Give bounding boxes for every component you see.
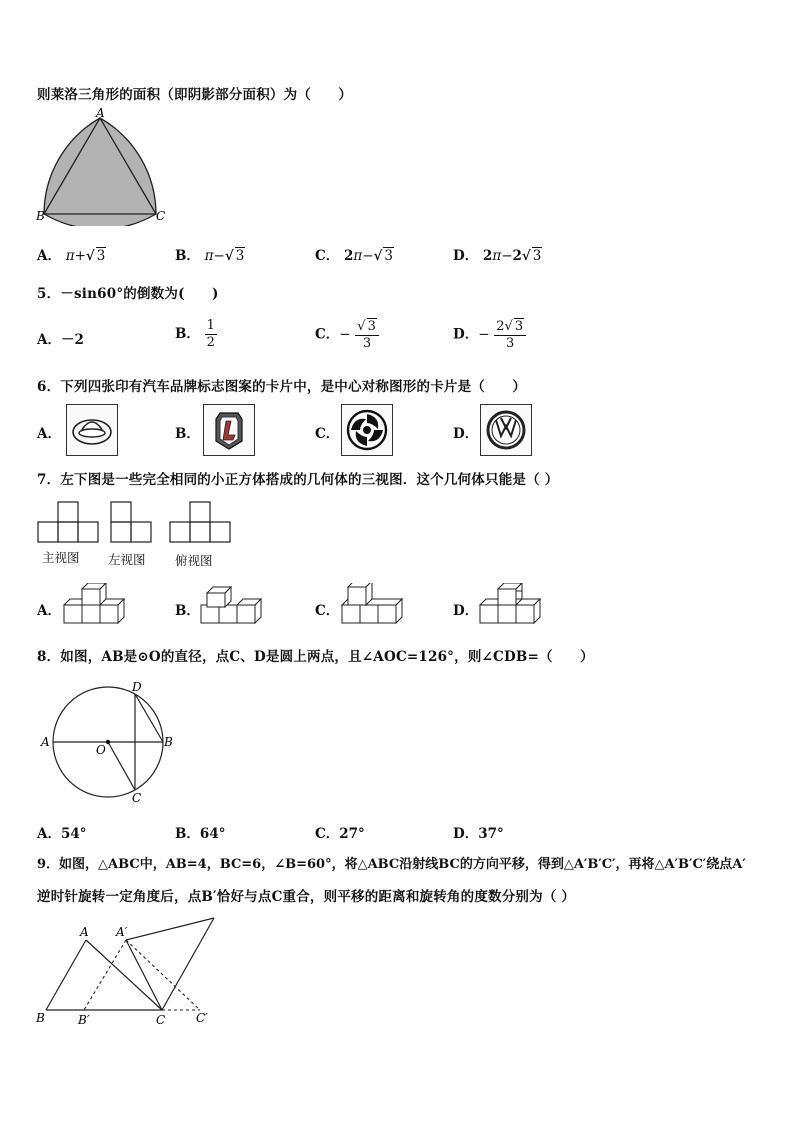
label-A: A [41, 735, 50, 749]
label-D: D [132, 680, 142, 694]
rotated-side-1 [126, 918, 214, 940]
q4-option-c[interactable]: C． 2π−√ 3 [315, 248, 394, 264]
q5-stem: 5．－sin60°的倒数为( ) [37, 286, 219, 302]
label-B: B [164, 735, 173, 749]
shield-logo-card[interactable] [203, 404, 255, 456]
q6-stem: 6．下列四张印有汽车品牌标志图案的卡片中，是中心对称图形的卡片是（ ） [37, 379, 527, 395]
q8-option-d[interactable]: D．37° [453, 826, 504, 842]
q7-option-a-cubes[interactable] [62, 583, 128, 625]
q7-option-c-letter[interactable]: C． [315, 603, 340, 619]
vw-logo-icon [481, 405, 531, 455]
label-B-prime: B′ [78, 1013, 90, 1027]
q7-stem: 7．左下图是一些完全相同的小正方体搭成的几何体的三视图．这个几何体只能是（ ） [37, 472, 559, 488]
label-O: O [96, 743, 106, 757]
q7-option-d-cubes[interactable] [478, 583, 544, 625]
swirl-logo-icon [342, 405, 392, 455]
q8-option-c[interactable]: C．27° [315, 826, 365, 842]
q7-option-a-letter[interactable]: A． [37, 603, 61, 619]
label-C: C [156, 209, 166, 223]
toyota-logo-icon [67, 405, 117, 455]
q7-option-d-letter[interactable]: D． [453, 603, 479, 619]
circle-figure [36, 676, 186, 808]
q5-option-d[interactable]: D．− $\frac{2√ 3}{3}$ [453, 318, 526, 352]
top-view-caption: 俯视图 [175, 553, 213, 568]
segment-ab [46, 940, 86, 1010]
reuleaux-figure [34, 106, 174, 226]
center-o-dot [106, 740, 110, 744]
q8-option-b[interactable]: B．64° [175, 826, 226, 842]
q9-stem-line1: 9．如图，△ABC中，AB=4，BC=6，∠B=60°，将△ABC沿射线BC的方向平移，得到△A′B′C′，再将△A′B′C′绕点A′ [37, 857, 746, 872]
vw-logo-card[interactable] [480, 404, 532, 456]
left-view-caption: 左视图 [108, 552, 146, 567]
label-C: C [132, 791, 142, 805]
q6-option-c-letter[interactable]: C． [315, 426, 340, 442]
q5-option-b[interactable]: B． $\frac{1}{2}$ [175, 318, 215, 350]
q7-option-b-cubes[interactable] [199, 583, 265, 625]
label-C: C [156, 1013, 166, 1027]
label-C-prime: C′ [196, 1011, 208, 1025]
rotated-side-2 [162, 918, 214, 1010]
top-view [170, 502, 230, 542]
q8-stem: 8．如图，AB是⊙O的直径，点C、D是圆上两点，且∠AOC=126°，则∠CDB=（ ） [37, 649, 594, 665]
segment-db [135, 694, 163, 742]
q6-option-a-letter[interactable]: A． [37, 426, 61, 442]
q4-option-d[interactable]: D． 2π−2√ 3 [453, 248, 542, 264]
front-view [38, 502, 98, 542]
dashed-a1c1 [126, 940, 200, 1010]
label-A: A [96, 106, 105, 120]
label-B: B [36, 1011, 45, 1025]
q6-option-d-letter[interactable]: D． [453, 426, 479, 442]
toyota-logo-card[interactable] [66, 404, 118, 456]
left-view [111, 502, 151, 542]
segment-a1c [126, 940, 162, 1010]
shield-logo-icon [204, 405, 254, 455]
q9-stem-line2: 逆时针旋转一定角度后，点B′恰好与点C重合，则平移的距离和旋转角的度数分别为（ ） [37, 889, 576, 905]
q4-option-a[interactable]: A． π+√ 3 [37, 248, 106, 264]
q4-option-b[interactable]: B． π−√ 3 [175, 248, 245, 264]
front-view-caption: 主视图 [42, 550, 80, 565]
swirl-logo-card[interactable] [341, 404, 393, 456]
q5-option-c[interactable]: C．− $\frac{√ 3}{3}$ [315, 318, 379, 352]
label-A-prime: A′ [116, 925, 128, 939]
fraction: $\frac{1}{2}$ [206, 318, 215, 350]
segment-ac [86, 940, 162, 1010]
q5-option-a[interactable]: A．－2 [37, 332, 84, 348]
segment-oc [108, 742, 135, 790]
fraction: $\frac{√ 3}{3}$ [355, 318, 379, 352]
label-B: B [36, 209, 45, 223]
dashed-a1b1 [84, 940, 126, 1010]
q6-option-b-letter[interactable]: B． [175, 426, 200, 442]
q7-option-c-cubes[interactable] [340, 583, 406, 625]
translation-rotation-figure [34, 914, 224, 1030]
q7-option-b-letter[interactable]: B． [175, 603, 200, 619]
label-A: A [80, 925, 89, 939]
fraction: $\frac{2√ 3}{3}$ [494, 318, 526, 352]
q8-option-a[interactable]: A．54° [37, 826, 87, 842]
q4-stem: 则莱洛三角形的面积（即阴影部分面积）为（ ） [37, 87, 353, 103]
reuleaux-shaded-region [44, 118, 156, 226]
three-views-figure [37, 500, 237, 544]
